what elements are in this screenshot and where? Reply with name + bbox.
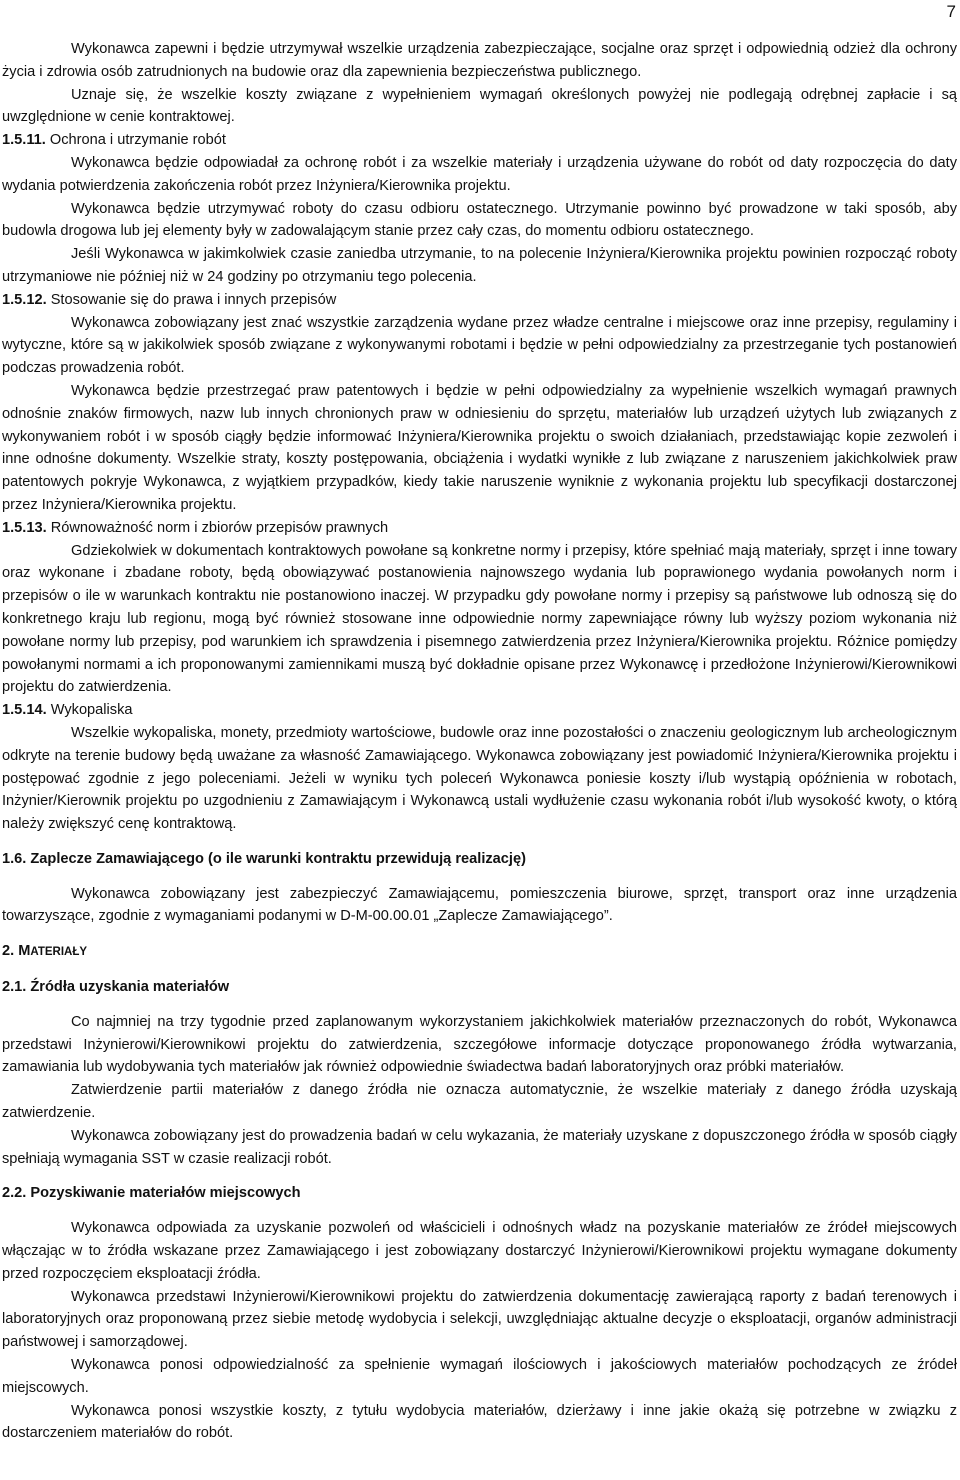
paragraph: Co najmniej na trzy tygodnie przed zaplanowanym wykorzystaniem jakichkolwiek materiałów przeznaczonych do robót, Wykonawca przedstawi Inżynierowi/Kierownikowi projektu do zatwierdzenia, szczegółowe informacje dotyczące proponowanego źródła wytwarzania, zamawiania lub wydobywania tych materiałów jak również odpowiednie świadectwa badań laboratoryjnych oraz próbki materiałów. [2, 1013, 957, 1076]
paragraph: Wykonawca odpowiada za uzyskanie pozwoleń od właścicieli i odnośnych władz na pozyskanie materiałów ze źródeł miejscowych włączając w to źródła wskazane przez Zamawiającego i jest zobowiązany dostarczyć Inżynierowi/Kierownikowi projektu wymagane dokumenty przed rozpoczęciem eksploatacji źródła. [2, 1220, 957, 1282]
paragraph: Wykonawca zobowiązany jest znać wszystkie zarządzenia wydane przez władze centralne i miejscowe oraz inne przepisy, regulaminy i wytyczne, które są w jakikolwiek sposób związane z wykonywanymi robotami i będzie w pełni odpowiedzialny za przestrzeganie tych postanowień podczas prowadzenia robót. [2, 314, 957, 377]
paragraph: Wszelkie wykopaliska, monety, przedmioty wartościowe, budowle oraz inne pozostałości o znaczeniu geologicznym lub archeologicznym odkryte na terenie budowy będą uważane za własność Zamawiającego. Wykonawca zobowiązany jest powiadomić Inżyniera/Kierownika projektu i postępować zgodnie z jego poleceniami. Jeżeli w wyniku tych poleceń Wykonawca poniesie koszty i/lub wystąpią opóźnienia w robotach, Inżynier/Kierownik projektu po uzgodnieniu z Zamawiającym i Wykonawcą ustali wydłużenie czasu wykonania robót i/lub wysokość kwoty, o którą należy zwiększyć cenę kontraktową. [2, 724, 957, 833]
section-heading-1-5-12 [2, 289, 957, 312]
paragraph: Wykonawca zobowiązany jest do prowadzenia badań w celu wykazania, że materiały uzyskane z dopuszczonego źródła w sposób ciągły spełniają wymagania SST w czasie realizacji robót. [2, 1127, 957, 1167]
section-heading-1-5-13 [2, 517, 957, 540]
section-heading-1-5-14 [2, 699, 957, 722]
paragraph: Wykonawca zapewni i będzie utrzymywał wszelkie urządzenia zabezpieczające, socjalne oraz sprzęt i odpowiednią odzież dla ochrony życia i zdrowia osób zatrudnionych na budowie oraz dla zapewnienia bezpieczeństwa publicznego. [2, 41, 957, 80]
paragraph: Wykonawca ponosi odpowiedzialność za spełnienie wymagań ilościowych i jakościowych materiałów pochodzących ze źródeł miejscowych. [2, 1357, 957, 1396]
chapter-title-initial: M [18, 943, 31, 960]
paragraph: Wykonawca przedstawi Inżynierowi/Kierownikowi projektu do zatwierdzenia dokumentację zawierającą raporty z badań terenowych i laboratoryjnych oraz proponowaną przez siebie metodę wydobycia i selekcji, uwzględniając aktualne decyzje o eksploatacji, organów administracji państwowej i samorządowej. [2, 1288, 957, 1351]
chapter-number: 2. [2, 943, 15, 960]
section-heading-2-1: 2.1. Źródła uzyskania materiałów [2, 979, 230, 996]
section-heading-1-5-11 [2, 129, 957, 152]
paragraph: Zatwierdzenie partii materiałów z danego źródła nie oznacza automatycznie, że wszelkie materiały z danego źródła uzyskają zatwierdzenie. [2, 1082, 957, 1122]
paragraph: Uznaje się, że wszelkie koszty związane z wypełnieniem wymagań określonych powyżej nie podlegają odrębnej zapłacie i są uwzględnione w cenie kontraktowej. [2, 86, 957, 126]
chapter-heading-2 [2, 940, 957, 964]
chapter-title-rest: ATERIAŁY [30, 946, 88, 959]
section-number: 1.5.11. [2, 132, 46, 149]
section-number: 1.5.14. [2, 702, 47, 719]
section-title: Wykopaliska [50, 702, 133, 719]
document-body [2, 38, 957, 1445]
page-number: 7 [946, 2, 956, 21]
section-number: 1.5.13. [2, 519, 47, 536]
paragraph: Gdziekolwiek w dokumentach kontraktowych powołane są konkretne normy i przepisy, które spełniać mają materiały, sprzęt i inne towary oraz wykonane i zbadane roboty, będą obowiązywać postanowienia najnowszego wydania lub poprawionego wydania powołanych norm i przepisów o ile w warunkach kontraktu nie postanowiono inaczej. W przypadku gdy powołane normy i przepisy są państwowe lub odnoszą się do konkretnego kraju lub regionu, mogą być również stosowane inne odpowiednie normy zapewniające równy lub wyższy poziom wykonania niż powołane normy lub przepisy, pod warunkiem ich sprawdzenia i pisemnego zatwierdzenia przez Inżyniera/Kierownika projektu. Różnice pomiędzy powołanymi normami a ich proponowanymi zamiennikami muszą być dokładnie opisane przez Wykonawcę i przedłożone Inżynierowi/Kierownikowi projektu do zatwierdzenia. [2, 542, 957, 696]
paragraph: Jeśli Wykonawca w jakimkolwiek czasie zaniedba utrzymanie, to na polecenie Inżyniera/Kierownika projektu powinien rozpocząć roboty utrzymaniowe nie później niż w 24 godziny po otrzymaniu tego polecenia. [2, 246, 957, 285]
paragraph: Wykonawca będzie utrzymywać roboty do czasu odbioru ostatecznego. Utrzymanie powinno być prowadzone w taki sposób, aby budowla drogowa lub jej elementy były w zadowalającym stanie przez cały czas, do momentu odbioru ostatecznego. [2, 200, 957, 240]
section-heading-1-6: 1.6. Zaplecze Zamawiającego (o ile warunki kontraktu przewidują realizację) [2, 850, 526, 867]
paragraph: Wykonawca zobowiązany jest zabezpieczyć Zamawiającemu, pomieszczenia biurowe, sprzęt, transport oraz inne urządzenia towarzyszące, zgodnie z wymaganiami podanymi w D-M-00.00.01 „Zaplecze Zamawiającego”. [2, 885, 957, 925]
section-number: 1.5.12. [2, 291, 47, 308]
section-title: Stosowanie się do prawa i innych przepisów [50, 291, 337, 308]
section-title: Równoważność norm i zbiorów przepisów prawnych [50, 519, 389, 536]
section-heading-2-2: 2.2. Pozyskiwanie materiałów miejscowych [2, 1185, 301, 1202]
section-title: Ochrona i utrzymanie robót [49, 132, 226, 149]
paragraph: Wykonawca będzie przestrzegać praw patentowych i będzie w pełni odpowiedzialny za wypełnienie wszelkich wymagań prawnych odnośnie znaków firmowych, nazw lub innych chronionych praw w odniesieniu do sprzętu, materiałów lub urządzeń użytych lub związanych z wykonywaniem robót i w sposób ciągły będzie informować Inżyniera/Kierownika projektu o swoich działaniach, przedstawiając kopie zezwoleń i inne odnośne dokumenty. Wszelkie straty, koszty postępowania, obciążenia i wydatki wynikłe z lub związane z naruszeniem jakichkolwiek praw patentowych pokryje Wykonawca, z wyjątkiem przypadków, kiedy takie naruszenie wyniknie z wykonania projektu lub specyfikacji dostarczonej przez Inżyniera/Kierownika projektu. [2, 382, 957, 513]
paragraph: Wykonawca będzie odpowiadał za ochronę robót i za wszelkie materiały i urządzenia używane do robót od daty rozpoczęcia do daty wydania potwierdzenia zakończenia robót przez Inżyniera/Kierownika projektu. [2, 154, 957, 194]
paragraph: Wykonawca ponosi wszystkie koszty, z tytułu wydobycia materiałów, dzierżawy i inne jakie okażą się potrzebne w związku z dostarczeniem materiałów do robót. [2, 1402, 957, 1442]
